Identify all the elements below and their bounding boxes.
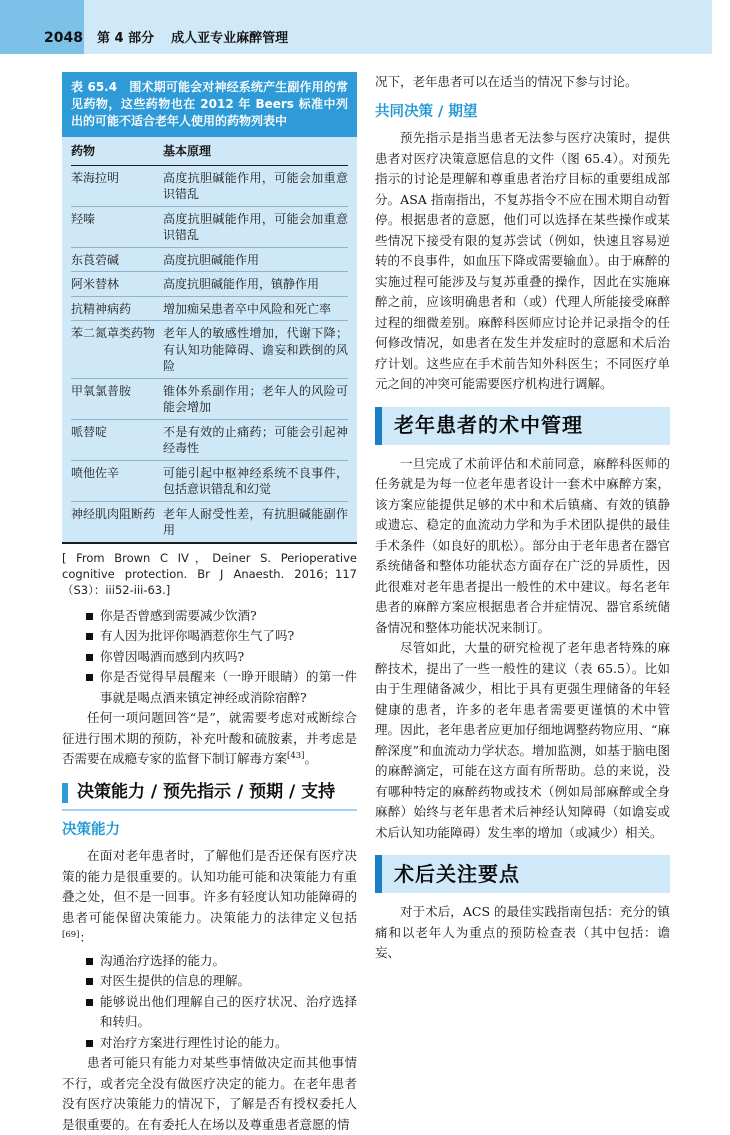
drug-cell: 神经肌肉阻断药 bbox=[71, 501, 163, 542]
bullet-square-icon bbox=[86, 999, 93, 1006]
drug-cell: 阿米替林 bbox=[71, 272, 163, 297]
table-row bbox=[71, 419, 348, 460]
table-row bbox=[71, 272, 348, 297]
major-heading-intraop: 老年患者的术中管理 bbox=[394, 413, 583, 438]
rationale-cell: 老年人耐受性差，有抗胆碱能副作用 bbox=[163, 501, 348, 542]
table-row bbox=[71, 460, 348, 501]
rationale-cell: 高度抗胆碱能作用，可能会加重意识错乱 bbox=[163, 206, 348, 247]
list-item bbox=[86, 1033, 357, 1054]
rationale-cell: 不是有效的止痛药；可能会引起神经毒性 bbox=[163, 419, 348, 460]
paragraph-text: 任何一项问题回答“是”，就需要考虑对戒断综合征进行围术期的预防，补充叶酸和硫胺素，并考虑是否需要在成瘾专家的监督下制订解毒方案 bbox=[62, 710, 357, 766]
drug-cell: 羟嗪 bbox=[71, 206, 163, 247]
heading-accent-bar bbox=[375, 855, 382, 893]
list-item-text: 对医生提供的信息的理解。 bbox=[100, 973, 251, 988]
column-header-drug: 药物 bbox=[71, 137, 163, 165]
advance-directive-paragraph: 预先指示是指当患者无法参与医疗决策时，提供患者对医疗决策意愿信息的文件（图 65.4）。对预先指示的讨论是理解和尊重患者治疗目标的重要组成部分。ASA 指南指出，不复苏指令不应在围术期自动暂停。根据患者的意愿，他们可以选择在某些操作或某些情况下接受有限的复苏尝试（例如，快速且容易逆转的不良事件，如血压下降或需要输血）。由于麻醉的实施过程可能涉及与复苏重叠的操作，因此在实施麻醉之前，应该明确患者和（或）代理人所能接受麻醉过程的细微差别。麻醉科医师应讨论并记录指令的任何修改情况，如患者在发生并发症时的意愿和术后治疗计划。这些应在手术前告知外科医生；不同医疗单元之间的冲突可能需要医疗机构进行调解。 bbox=[375, 130, 670, 391]
decision-paragraph bbox=[62, 846, 357, 949]
subsection-heading-shared-decision: 共同决策 / 期望 bbox=[375, 103, 478, 120]
section-heading-block bbox=[62, 783, 357, 811]
paragraph-tail: ： bbox=[79, 930, 92, 945]
intraop-paragraph-1: 一旦完成了术前评估和术前同意，麻醉科医师的任务就是为每一位老年患者设计一套术中麻醉方案，该方案应能提供足够的术中和术后镇痛、有效的镇静或遗忘、稳定的血流动力学和为手术团队提供的最佳手术条件（如良好的肌松）。部分由于老年患者在器官系统储备和整体功能状态方面存在广泛的异质性，因此很难对老年患者提出一般性的术中建议。每名老年患者的麻醉方案应根据患者合并症情况、器官系统储备情况和整体功能状况来制订。 bbox=[375, 455, 670, 635]
rationale-cell: 增加痴呆患者卒中风险和死亡率 bbox=[163, 296, 348, 321]
list-item bbox=[86, 667, 357, 708]
intraop-paragraph-2: 尽管如此，大量的研究检视了老年患者特殊的麻醉技术，提出了一些一般性的建议（表 65.5）。比如由于生理储备减少，相比于具有更强生理储备的年轻健康的患者，许多的老年患者需要更谨慎的术中管理。因此，老年患者应更加仔细地调整药物应用、“麻醉深度”和血流动力学状态。增加监测，如基于脑电图的麻醉滴定，可能在这方面有所帮助。总的来说，没有哪种特定的麻醉药物或技术（例如局部麻醉或全身麻醉）始终与老年患者术后神经认知障碍（如谵妄或术后认知功能障碍）发生率的增加（或减少）相关。 bbox=[375, 640, 670, 840]
table-row bbox=[71, 321, 348, 379]
list-item-text: 对治疗方案进行理性讨论的能力。 bbox=[100, 1034, 288, 1050]
list-item-text: 你曾因喝酒而感到内疚吗? bbox=[100, 648, 245, 664]
table-body bbox=[62, 137, 357, 544]
bullet-square-icon bbox=[86, 1040, 93, 1047]
reference-superscript: [43] bbox=[287, 750, 305, 761]
reference-superscript: [69] bbox=[62, 929, 80, 940]
heading-accent-bar bbox=[375, 407, 382, 445]
page-header-bar bbox=[0, 0, 712, 54]
rationale-cell: 老年人的敏感性增加，代谢下降；有认知功能障碍、谵妄和跌倒的风险 bbox=[163, 321, 348, 379]
paragraph-text: 在面对老年患者时，了解他们是否还保有医疗决策的能力是很重要的。认知功能可能和决策能力有重叠之处，但不是一回事。许多有轻度认知功能障碍的患者可能保留决策能力。决策能力的法律定义包括 bbox=[62, 848, 357, 925]
column-header-rationale: 基本原理 bbox=[163, 137, 348, 165]
cage-note-paragraph bbox=[62, 708, 357, 770]
postop-paragraph: 对于术后，ACS 的最佳实践指南包括：充分的镇痛和以老年人为重点的预防检查表（其中包括：谵妄、 bbox=[375, 904, 670, 960]
major-heading-postop: 术后关注要点 bbox=[394, 861, 520, 886]
table-row bbox=[71, 247, 348, 272]
part-title: 成人亚专业麻醉管理 bbox=[171, 31, 289, 46]
decision-criteria-list bbox=[62, 951, 357, 1054]
list-item bbox=[86, 606, 357, 627]
table-row bbox=[71, 206, 348, 247]
list-item bbox=[86, 647, 357, 668]
continuation-paragraph: 况下，老年患者可以在适当的情况下参与讨论。 bbox=[375, 74, 638, 89]
rationale-cell: 高度抗胆碱能作用，镇静作用 bbox=[163, 272, 348, 297]
bullet-square-icon bbox=[86, 654, 93, 661]
proxy-paragraph: 患者可能只有能力对某些事情做决定而其他事情不行，或者完全没有做医疗决定的能力。在老年患者没有医疗决策能力的情况下，了解是否有授权委托人是很重要的。在有委托人在场以及尊重患者意愿的情 bbox=[62, 1055, 357, 1132]
table-row bbox=[71, 378, 348, 419]
table-header-row bbox=[71, 137, 348, 165]
drug-cell: 哌替啶 bbox=[71, 419, 163, 460]
list-item-text: 能够说出他们理解自己的医疗状况、治疗选择和转归。 bbox=[100, 993, 357, 1029]
list-item-text: 你是否觉得早晨醒来（一睁开眼睛）的第一件事就是喝点酒来镇定神经或消除宿醉? bbox=[100, 669, 357, 705]
page-number: 2048 bbox=[44, 30, 83, 46]
drug-cell: 喷他佐辛 bbox=[71, 460, 163, 501]
major-heading-intraop-block bbox=[375, 407, 670, 445]
left-column bbox=[62, 72, 357, 1135]
table-citation: [ From Brown C IV，Deiner S. Perioperative cognitive protection. Br J Anaesth. 2016；117（S3）：iii52-iii-63.] bbox=[62, 550, 357, 597]
list-item-text: 沟通治疗选择的能力。 bbox=[100, 952, 226, 968]
drug-cell: 抗精神病药 bbox=[71, 296, 163, 321]
table-row bbox=[71, 501, 348, 542]
list-item bbox=[86, 971, 357, 992]
bullet-square-icon bbox=[86, 958, 93, 965]
heading-accent-bar bbox=[62, 783, 68, 803]
drug-cell: 甲氧氯普胺 bbox=[71, 378, 163, 419]
table-title: 表 65.4 围术期可能会对神经系统产生副作用的常见药物，这些药物也在 2012 年 Beers 标准中列出的可能不适合老年人使用的药物列表中 bbox=[62, 72, 357, 137]
drug-cell: 苯海拉明 bbox=[71, 170, 120, 185]
bullet-square-icon bbox=[86, 978, 93, 985]
running-header bbox=[97, 27, 288, 46]
cage-question-list bbox=[62, 606, 357, 709]
bullet-square-icon bbox=[86, 633, 93, 640]
table-65-4 bbox=[62, 72, 357, 598]
rationale-cell: 可能引起中枢神经系统不良事件，包括意识错乱和幻觉 bbox=[163, 460, 348, 501]
rationale-cell: 锥体外系副作用；老年人的风险可能会增加 bbox=[163, 378, 348, 419]
list-item bbox=[86, 951, 357, 972]
bullet-square-icon bbox=[86, 613, 93, 620]
page-number-block bbox=[0, 0, 84, 54]
list-item bbox=[86, 992, 357, 1033]
part-label: 第 4 部分 bbox=[97, 31, 155, 46]
bullet-square-icon bbox=[86, 674, 93, 681]
list-item bbox=[86, 626, 357, 647]
major-heading-postop-block bbox=[375, 855, 670, 893]
paragraph-tail: 。 bbox=[304, 751, 317, 766]
drug-cell: 苯二氮䓬类药物 bbox=[71, 321, 163, 379]
list-item-text: 你是否曾感到需要减少饮酒? bbox=[100, 607, 257, 623]
page-content bbox=[62, 72, 670, 1135]
drug-cell: 东莨菪碱 bbox=[71, 247, 163, 272]
subsection-heading-decision-capacity: 决策能力 bbox=[62, 821, 120, 838]
right-column bbox=[375, 72, 670, 1135]
rationale-cell: 高度抗胆碱能作用，可能会加重意识错乱 bbox=[163, 170, 348, 201]
list-item-text: 有人因为批评你喝酒惹你生气了吗? bbox=[100, 628, 295, 643]
rationale-cell: 高度抗胆碱能作用 bbox=[163, 247, 348, 272]
table-row bbox=[71, 165, 348, 206]
table-row bbox=[71, 296, 348, 321]
section-heading: 决策能力 / 预先指示 / 预期 / 支持 bbox=[77, 782, 336, 803]
